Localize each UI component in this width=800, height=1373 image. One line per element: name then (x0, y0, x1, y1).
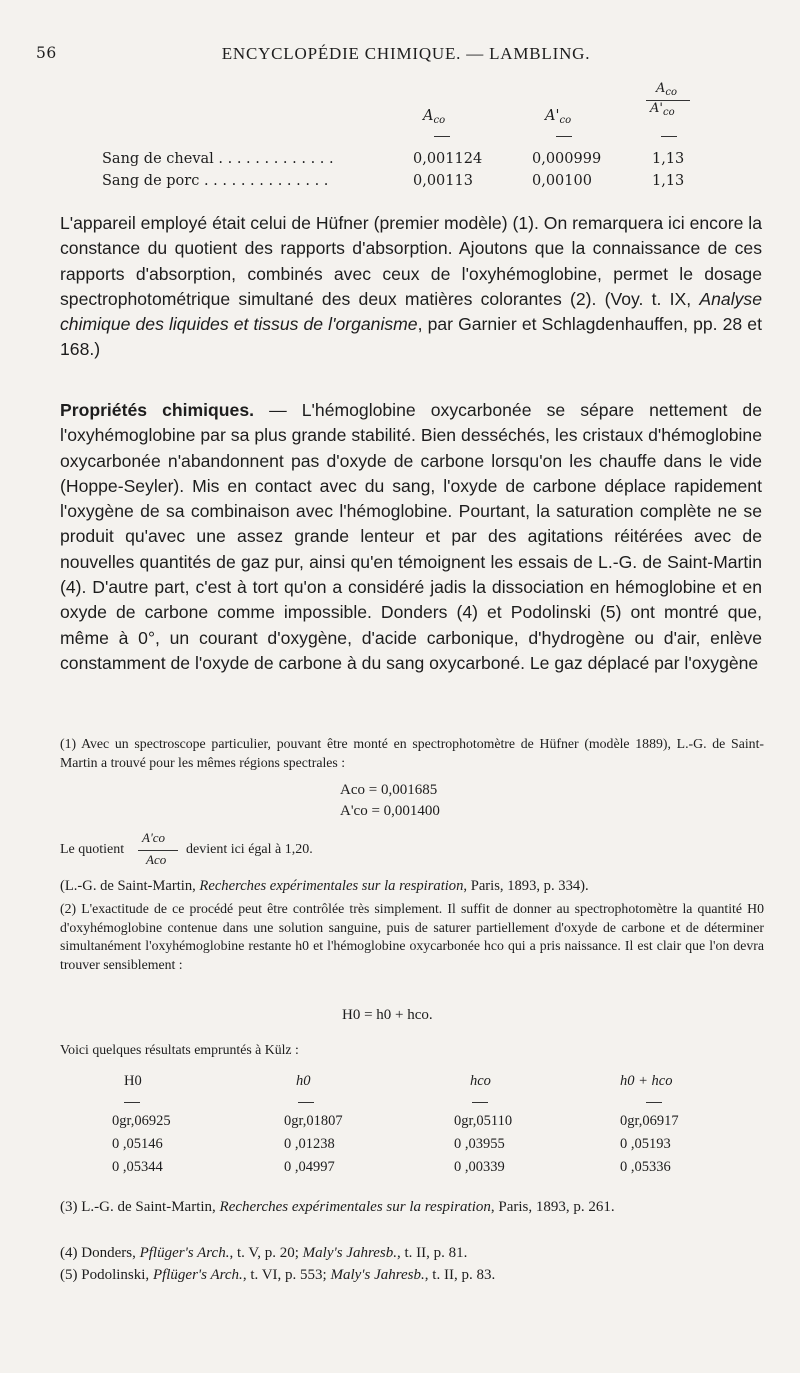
running-header (36, 44, 776, 74)
kulz-intro: Voici quelques résultats empruntés à Külz : (60, 1042, 299, 1057)
equation-a2co: A'co = 0,001400 (340, 803, 440, 819)
t2-cell: 0gr,06917 (620, 1113, 679, 1129)
t2-cell: 0 ,01238 (284, 1136, 335, 1152)
row1-a2co: 0,000999 (532, 151, 602, 167)
row2-aco: 0,00113 (413, 173, 473, 189)
row1-label: Sang de cheval . . . . . . . . . . . . . (102, 151, 334, 167)
equation-h0: H0 = h0 + hco. (342, 1007, 433, 1023)
col3-head-den: $A'_{co}$ (650, 101, 675, 118)
absorption-table (0, 78, 800, 198)
row2-quotient: 1,13 (652, 173, 685, 189)
footnote-2: (2) L'exactitude de ce procédé peut être contrôlée très simplement. Il suffit de donner au spectrophotomètre la quantité H0 d'oxyhémoglobine contenue dans une solution sanguine, puis de saturer partiellement d'oxyde de carbone et de déterminer simultanément l'oxyhémoglobine restante h0 et l'hémoglobine oxycarbonée hco qui a pris naissance. Il est clair que l'on devra trouver sensiblement : (60, 901, 764, 972)
running-title: ENCYCLOPÉDIE CHIMIQUE. — LAMBLING. (221, 44, 591, 63)
t2-cell: 0gr,06925 (112, 1113, 171, 1129)
t2-cell: 0 ,05193 (620, 1136, 671, 1152)
quotient-suffix: devient ici égal à 1,20. (186, 842, 313, 857)
t2-cell: 0gr,05110 (454, 1113, 513, 1129)
col2-head: $A'_{co}$ (545, 108, 572, 126)
t2-cell: 0 ,05344 (112, 1159, 163, 1175)
t2-cell: 0 ,04997 (284, 1159, 335, 1175)
t2-head-h0: h0 (296, 1073, 311, 1089)
footnote-3: (3) L.-G. de Saint-Martin, Recherches expérimentales sur la respiration, Paris, 1893, p. 261. (60, 1199, 615, 1215)
col3-head-num: $A_{co}$ (656, 81, 678, 98)
t2-head-sum: h0 + hco (620, 1073, 673, 1089)
footnote-4: (4) Donders, Pflüger's Arch., t. V, p. 20; Maly's Jahresb., t. II, p. 81. (60, 1245, 468, 1261)
row2-label: Sang de porc . . . . . . . . . . . . . . (102, 173, 329, 189)
t2-cell: 0gr,01807 (284, 1113, 343, 1129)
quotient-prefix: Le quotient (60, 842, 125, 857)
t2-head-H0: H0 (124, 1073, 142, 1089)
t2-cell: 0 ,05146 (112, 1136, 163, 1152)
t2-head-hco: hco (470, 1073, 491, 1089)
row1-aco: 0,001124 (413, 151, 483, 167)
t2-cell: 0 ,05336 (620, 1159, 671, 1175)
footnote-1: (1) Avec un spectroscope particulier, pouvant être monté en spectrophotomètre de Hüfner (modèle 1889), L.-G. de Saint-Martin a trouvé pour les mêmes régions spectrales : (60, 736, 764, 770)
paragraph-proprietes: Propriétés chimiques. — L'hémoglobine oxycarbonée se sépare nettement de l'oxyhémoglobine par sa plus grande stabilité. Bien desséchés, les cristaux d'hémoglobine oxycarbonée n'abandonnent pas d'oxyde de carbone lorsqu'on les chauffe dans le vide (Hoppe-Seyler). Mis en contact avec du sang, l'oxyde de carbone déplace rapidement l'oxygène de sa combinaison avec l'hémoglobine. Pourtant, la saturation complète ne se produit qu'avec une assez grande lenteur et par des agitations réitérées avec de nouvelles quantités de gaz pur, ainsi qu'en témoignent les essais de L.-G. de Saint-Martin (4). D'autre part, c'est à tort qu'on a considéré jadis la dissociation en hémoglobine et en oxyde de carbone comme impossible. Donders (4) et Podolinski (5) ont montré que, même à 0°, un courant d'oxygène, d'acide carbonique, d'hydrogène ou d'air, enlève constamment de l'oxyde de carbone à du sang oxycarboné. Le gaz déplacé par l'oxygène (60, 400, 762, 673)
footnote-1-citation: (L.-G. de Saint-Martin, Recherches expérimentales sur la respiration, Paris, 1893, p. 334). (60, 878, 589, 894)
quotient-num: A'co (142, 830, 165, 845)
section-heading: Propriétés chimiques. (60, 400, 255, 420)
t2-cell: 0 ,03955 (454, 1136, 505, 1152)
col1-head: $A_{co}$ (423, 108, 446, 126)
quotient-den: Aco (146, 852, 167, 867)
row2-a2co: 0,00100 (532, 173, 592, 189)
page-number: 56 (36, 44, 57, 62)
footnote-5: (5) Podolinski, Pflüger's Arch., t. VI, p. 553; Maly's Jahresb., t. II, p. 83. (60, 1267, 496, 1283)
equation-aco: Aco = 0,001685 (340, 782, 438, 798)
paragraph-appareil: L'appareil employé était celui de Hüfner (premier modèle) (1). On remarquera ici encore la constance du quotient des rapports d'absorption. Ajoutons que la connaissance de ces rapports d'absorption, combinés avec ceux de l'oxyhémoglobine, permet le dosage spectrophotométrique simultané des deux matières colorantes (2). (Voy. t. IX, Analyse chimique des liquides et tissus de l'organisme, par Garnier et Schlagdenhauffen, pp. 28 et 168.) (60, 213, 762, 360)
t2-cell: 0 ,00339 (454, 1159, 505, 1175)
row1-quotient: 1,13 (652, 151, 685, 167)
